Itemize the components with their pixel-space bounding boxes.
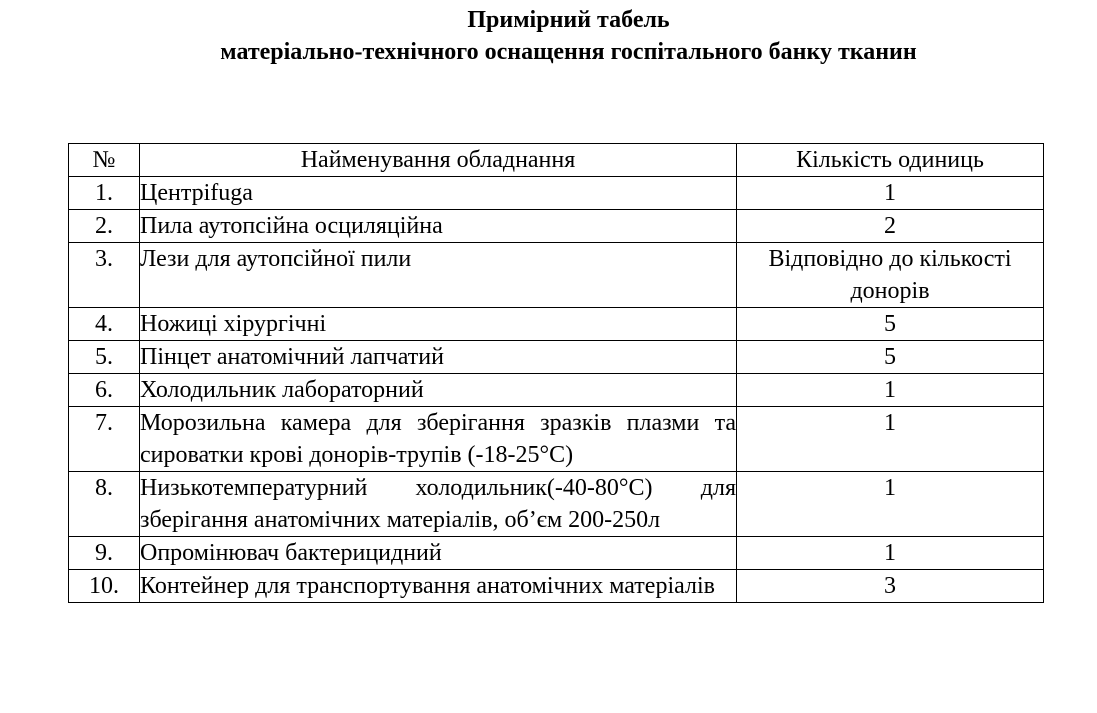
table-row (69, 243, 1044, 308)
row-quantity: 1 (737, 472, 1044, 537)
table-row (69, 537, 1044, 570)
document-title: Примірний табель (467, 7, 670, 33)
row-number: 9. (69, 537, 140, 570)
row-number: 10. (69, 570, 140, 603)
table-row (69, 210, 1044, 243)
table-row (69, 374, 1044, 407)
row-equipment-name: Лези для аутопсійної пили (140, 243, 737, 308)
table-header-row (69, 144, 1044, 177)
row-number: 3. (69, 243, 140, 308)
row-equipment-name: Холодильник лабораторний (140, 374, 737, 407)
table-row (69, 407, 1044, 472)
row-quantity: 5 (737, 308, 1044, 341)
row-equipment-name: Низькотемпературний холодильник(-40-80°С) для зберігання анатомічних матеріалів, об’єм 200-250л (140, 472, 737, 537)
header-equipment-name: Найменування обладнання (140, 144, 737, 177)
row-equipment-name: Центрifuga (140, 177, 737, 210)
row-number: 7. (69, 407, 140, 472)
table-row (69, 472, 1044, 537)
row-number: 1. (69, 177, 140, 210)
row-quantity: 2 (737, 210, 1044, 243)
table-row (69, 341, 1044, 374)
header-quantity: Кількість одиниць (737, 144, 1044, 177)
row-number: 5. (69, 341, 140, 374)
row-equipment-name: Опромінювач бактерицидний (140, 537, 737, 570)
table-row (69, 308, 1044, 341)
row-equipment-name: Контейнер для транспортування анатомічних матеріалів (140, 570, 737, 603)
row-quantity: Відповідно до кількості донорів (737, 243, 1044, 308)
row-quantity: 5 (737, 341, 1044, 374)
row-quantity: 1 (737, 374, 1044, 407)
row-equipment-name: Пила аутопсійна осциляційна (140, 210, 737, 243)
row-number: 6. (69, 374, 140, 407)
row-equipment-name: Морозильна камера для зберігання зразків плазми та сироватки крові донорів-трупів (-18-25°С) (140, 407, 737, 472)
row-quantity: 1 (737, 407, 1044, 472)
row-quantity: 3 (737, 570, 1044, 603)
row-equipment-name: Ножиці хірургічні (140, 308, 737, 341)
table-row (69, 177, 1044, 210)
row-quantity: 1 (737, 537, 1044, 570)
header-number: № (69, 144, 140, 177)
row-number: 2. (69, 210, 140, 243)
row-equipment-name: Пінцет анатомічний лапчатий (140, 341, 737, 374)
document-subtitle: матеріально-технічного оснащення госпітального банку тканин (220, 39, 917, 65)
row-number: 8. (69, 472, 140, 537)
row-number: 4. (69, 308, 140, 341)
row-quantity: 1 (737, 177, 1044, 210)
equipment-table (68, 143, 1044, 603)
table-row (69, 570, 1044, 603)
